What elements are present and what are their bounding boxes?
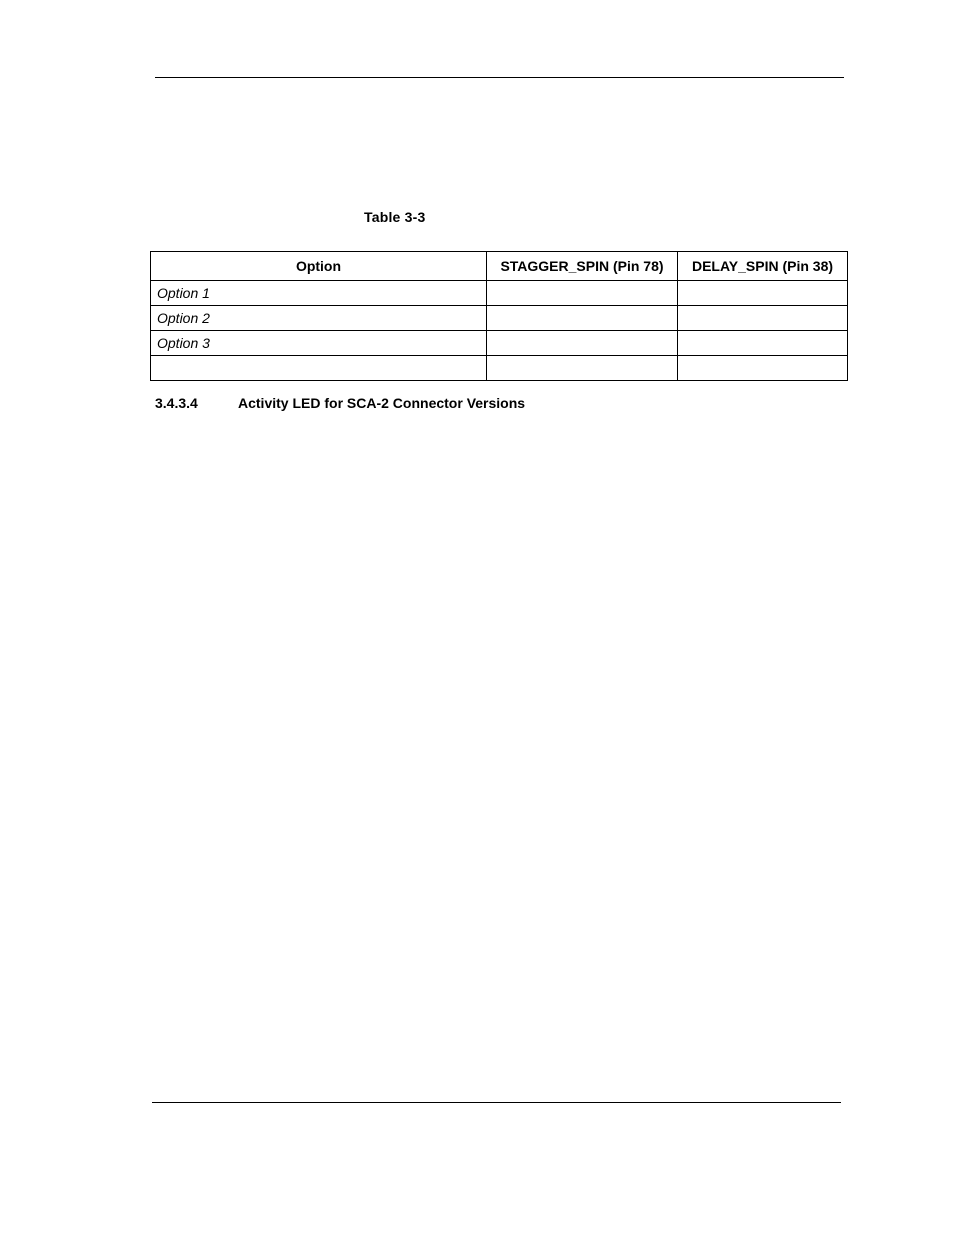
delay-spin-cell: [678, 356, 848, 381]
section-title: Activity LED for SCA-2 Connector Versions: [238, 395, 526, 411]
delay-spin-cell: [678, 306, 848, 331]
header-stagger-spin: STAGGER_SPIN (Pin 78): [487, 252, 678, 281]
stagger-spin-cell: [487, 356, 678, 381]
spin-options-table: [150, 251, 848, 381]
stagger-spin-cell: [487, 281, 678, 306]
table-row: [151, 356, 848, 381]
delay-spin-cell: [678, 281, 848, 306]
table-caption: Table 3-3: [364, 209, 426, 225]
footer-rule: [152, 1102, 841, 1103]
option-cell: [151, 356, 487, 381]
stagger-spin-cell: [487, 306, 678, 331]
section-heading: [155, 395, 525, 411]
stagger-spin-cell: [487, 331, 678, 356]
header-rule: [155, 77, 844, 78]
option-cell: Option 2: [151, 306, 487, 331]
header-option: Option: [151, 252, 487, 281]
section-number: 3.4.3.4: [155, 395, 198, 411]
table-row: [151, 306, 848, 331]
header-delay-spin: DELAY_SPIN (Pin 38): [678, 252, 848, 281]
option-cell: Option 3: [151, 331, 487, 356]
table-row: [151, 281, 848, 306]
option-cell: Option 1: [151, 281, 487, 306]
table-header-row: [151, 252, 848, 281]
delay-spin-cell: [678, 331, 848, 356]
table-row: [151, 331, 848, 356]
